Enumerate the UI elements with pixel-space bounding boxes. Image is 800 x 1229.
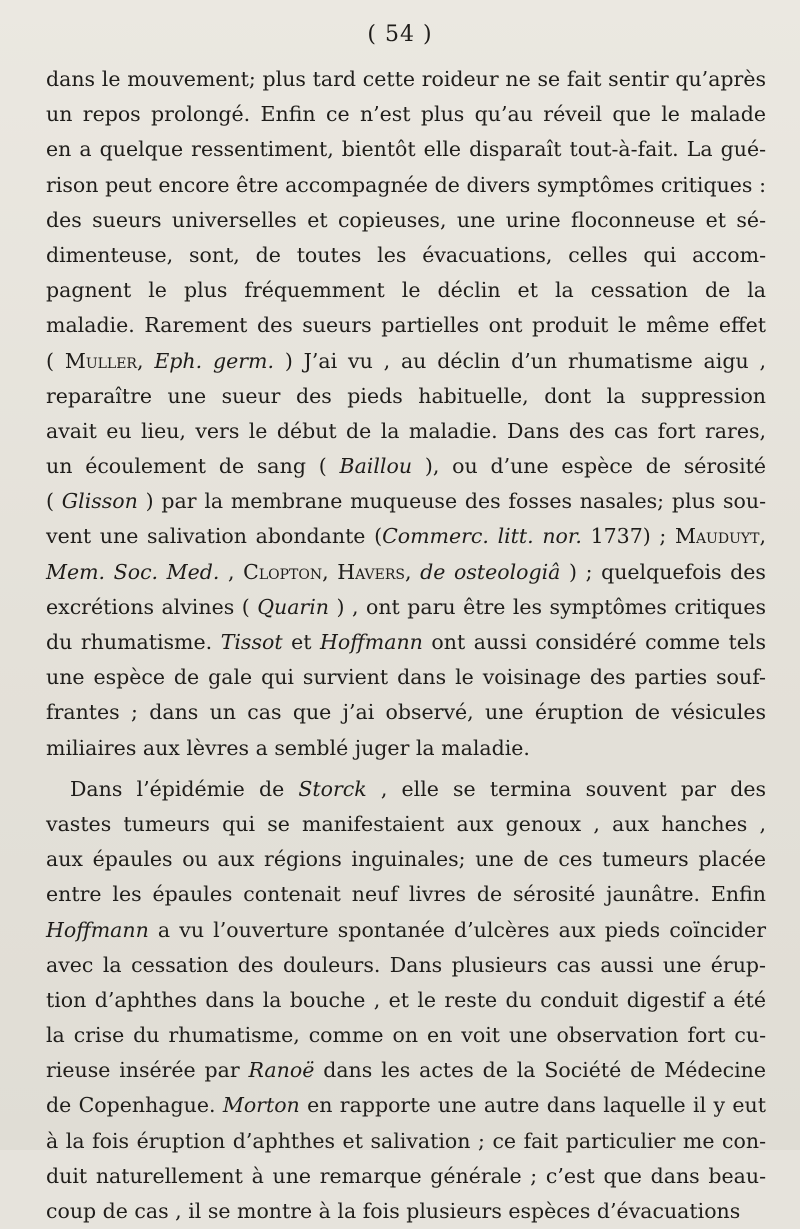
text-line xyxy=(46,308,766,343)
text-run: une espèce de gale qui survient dans le voisinage des parties souf- xyxy=(46,665,766,690)
text-run: des sueurs universelles et copieuses, une urine floconneuse et sé- xyxy=(46,207,766,232)
text-run: Hoffmann xyxy=(46,917,149,942)
text-run: avec la cessation des douleurs. Dans plusieurs cas aussi une érup- xyxy=(46,952,766,977)
text-line xyxy=(46,807,766,842)
text-line xyxy=(46,273,766,308)
text-run: Eph. germ. xyxy=(154,348,274,373)
text-run: vent une salivation abondante ( xyxy=(46,524,383,549)
text-run: en a quelque ressentiment, bientôt elle disparaît tout-à-fait. La gué- xyxy=(46,137,766,162)
text-line xyxy=(46,842,766,877)
text-line xyxy=(46,1018,766,1053)
text-run: avait eu lieu, vers le début de la maladie. Dans des cas fort rares, xyxy=(46,418,766,443)
text-run: ), ou d’une espèce de sérosité xyxy=(412,454,766,479)
page-number: ( 54 ) xyxy=(367,22,433,47)
text-line xyxy=(46,877,766,912)
text-run: Mem. Soc. Med. xyxy=(46,559,220,584)
text-run: pagnent le plus fréquemment le déclin et la cessation de la xyxy=(46,278,766,303)
text-run: du rhumatisme. xyxy=(46,630,221,654)
text-run: ont aussi considéré comme tels xyxy=(422,630,766,654)
text-run: Morton xyxy=(222,1093,300,1118)
text-run: entre les épaules contenait neuf livres de sérosité jaunâtre. Enfin xyxy=(46,882,766,907)
text-run: , xyxy=(759,524,766,549)
text-line xyxy=(46,238,766,273)
text-run: reparaître une sueur des pieds habituelle, dont la suppression xyxy=(46,383,766,408)
text-run: , xyxy=(405,559,421,584)
text-run: Havers xyxy=(337,559,406,584)
text-run: de osteologiâ xyxy=(420,559,561,584)
text-run: maladie. Rarement des sueurs partielles ont produit le même effet xyxy=(46,313,766,338)
text-run: de Copenhague. xyxy=(46,1093,223,1118)
text-run: Commerc. litt. nor. xyxy=(382,524,582,549)
text-run: vastes tumeurs qui se manifestaient aux genoux , aux hanches , xyxy=(46,811,766,836)
text-run: frantes ; dans un cas que j’ai observé, une éruption de vésicules xyxy=(46,700,766,725)
text-run: miliaires aux lèvres a semblé juger la maladie. xyxy=(46,735,530,760)
text-run: Clopton xyxy=(243,559,323,584)
paragraph xyxy=(46,62,766,766)
text-run: Muller xyxy=(64,348,137,373)
text-line xyxy=(46,983,766,1018)
text-run: Glisson xyxy=(61,489,138,514)
text-run: Storck xyxy=(298,776,367,801)
text-run: tion d’aphthes dans la bouche , et le reste du conduit digestif a été xyxy=(46,987,766,1012)
text-line xyxy=(46,1194,766,1229)
text-line xyxy=(46,625,766,660)
text-line xyxy=(46,132,766,167)
text-line xyxy=(46,414,766,449)
text-run: Mauduyt xyxy=(674,524,760,549)
text-line xyxy=(46,203,766,238)
text-run: dans les actes de la Société de Médecine xyxy=(314,1058,766,1083)
text-run: a vu l’ouverture spontanée d’ulcères aux pieds coïncider xyxy=(148,917,766,942)
text-line xyxy=(46,168,766,203)
text-run: ) ; quelquefois des xyxy=(560,559,766,584)
text-run: rison peut encore être accompagnée de divers symptômes critiques : xyxy=(46,172,766,197)
text-line xyxy=(46,379,766,414)
text-run: ( xyxy=(46,348,65,373)
text-line xyxy=(46,695,766,730)
page-body xyxy=(46,62,766,1229)
text-run: en rapporte une autre dans laquelle il y eut xyxy=(299,1093,766,1118)
text-line xyxy=(46,731,766,766)
text-run: aux épaules ou aux régions inguinales; une de ces tumeurs placée xyxy=(46,847,766,872)
text-run: Ranoë xyxy=(248,1058,315,1083)
text-line xyxy=(46,948,766,983)
text-run: Hoffmann xyxy=(320,630,423,654)
text-line xyxy=(46,1124,766,1159)
text-run: ) , ont paru être les symptômes critiques xyxy=(329,594,766,619)
text-run: la crise du rhumatisme, comme on en voit une observation fort cu- xyxy=(46,1023,766,1048)
text-line xyxy=(46,484,766,519)
text-line xyxy=(46,97,766,132)
text-run: ( xyxy=(46,489,62,514)
text-line xyxy=(46,344,766,379)
text-run: , xyxy=(219,559,244,584)
text-run: 1737) ; xyxy=(581,524,675,549)
text-run: coup de cas , il se montre à la fois plusieurs espèces d’évacuations xyxy=(46,1199,741,1223)
text-run: rieuse insérée par xyxy=(46,1058,249,1083)
text-line xyxy=(46,1159,766,1194)
text-line xyxy=(46,62,766,97)
text-run: et xyxy=(282,630,321,654)
text-run: à la fois éruption d’aphthes et salivation ; ce fait particulier me con- xyxy=(46,1128,766,1153)
text-line xyxy=(46,1053,766,1088)
text-run: , xyxy=(322,559,338,584)
paragraph xyxy=(46,772,766,1229)
text-run: un repos prolongé. Enfin ce n’est plus qu’au réveil que le malade xyxy=(46,102,766,127)
text-line xyxy=(46,590,766,625)
text-line xyxy=(46,449,766,484)
text-run: ) par la membrane muqueuse des fosses nasales; plus sou- xyxy=(137,489,767,514)
text-line xyxy=(46,660,766,695)
text-line xyxy=(46,913,766,948)
text-line xyxy=(46,519,766,554)
text-run: dans le mouvement; plus tard cette roideur ne se fait sentir qu’après xyxy=(46,67,766,91)
text-run: Tissot xyxy=(220,630,283,654)
text-run: Dans l’épidémie de xyxy=(70,776,299,801)
text-line xyxy=(46,555,766,590)
text-run: ) J’ai vu , au déclin d’un rhumatisme aigu , xyxy=(274,348,766,373)
text-run: , xyxy=(136,348,155,373)
text-line xyxy=(46,772,766,807)
text-line xyxy=(46,1088,766,1123)
text-run: dimenteuse, sont, de toutes les évacuations, celles qui accom- xyxy=(46,242,766,267)
text-run: duit naturellement à une remarque générale ; c’est que dans beau- xyxy=(46,1163,766,1188)
text-run: excrétions alvines ( xyxy=(46,594,258,619)
text-run: , elle se termina souvent par des xyxy=(366,776,767,801)
text-run: un écoulement de sang ( xyxy=(46,454,340,479)
text-run: Quarin xyxy=(257,594,329,619)
text-run: Baillou xyxy=(339,454,413,479)
